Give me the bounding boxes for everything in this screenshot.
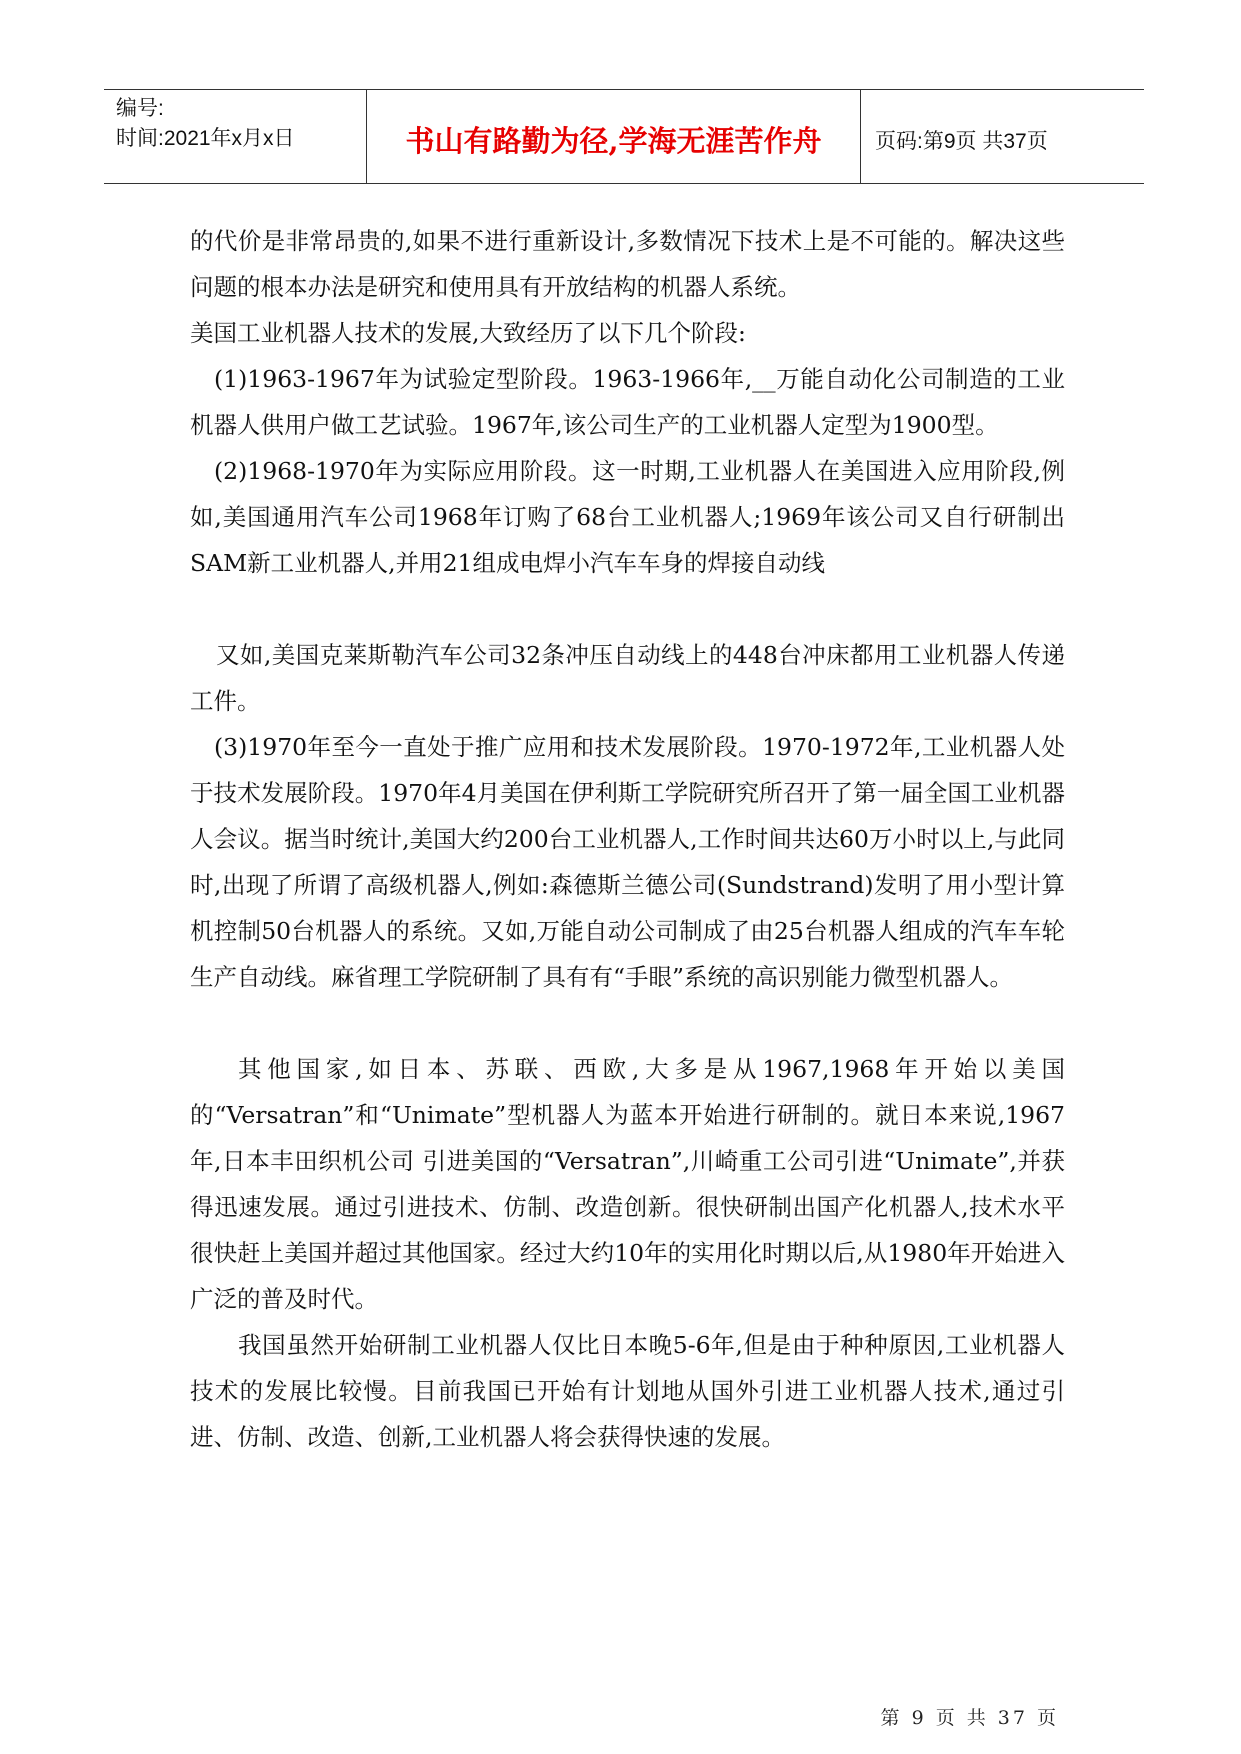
- paragraph: 又如,美国克莱斯勒汽车公司32条冲压自动线上的448台冲床都用工业机器人传递工件。: [190, 641, 1065, 715]
- paragraph: 我国虽然开始研制工业机器人仅比日本晚5-6年,但是由于种种原因,工业机器人技术的发展比较慢。目前我国已开始有计划地从国外引进工业机器人技术,通过引进、仿制、改造、创新,工业机器人将会获得快速的发展。: [190, 1331, 1065, 1451]
- header-meta: [104, 90, 367, 183]
- paragraph: 美国工业机器人技术的发展,大致经历了以下几个阶段:: [190, 319, 746, 347]
- paragraph: (3)1970年至今一直处于推广应用和技术发展阶段。1970-1972年,工业机器人处于技术发展阶段。1970年4月美国在伊利斯工学院研究所召开了第一届全国工业机器人会议。据当时统计,美国大约200台工业机器人,工作时间共达60万小时以上,与此同时,出现了所谓了高级机器人,例如:森德斯兰德公司(Sundstrand)发明了用小型计算机控制50台机器人的系统。又如,万能自动公司制成了由25台机器人组成的汽车车轮生产自动线。麻省理工学院研制了具有有“手眼”系统的高识别能力微型机器人。: [190, 733, 1065, 991]
- paragraph: 其他国家,如日本、苏联、西欧,大多是从1967,1968年开始以美国的“Versatran”和“Unimate”型机器人为蓝本开始进行研制的。就日本来说,1967年,日本丰田织机公司 引进美国的“Versatran”,川崎重工公司引进“Unimate”,并获得迅速发展。通过引进技术、仿制、改造创新。很快研制出国产化机器人,技术水平很快赶上美国并超过其他国家。经过大约10年的实用化时期以后,从1980年开始进入广泛的普及时代。: [190, 1055, 1065, 1313]
- header-page-info: 页码:第9页 共37页: [875, 129, 1048, 153]
- document-body: [190, 218, 1065, 1460]
- paragraph: (2)1968-1970年为实际应用阶段。这一时期,工业机器人在美国进入应用阶段,例如,美国通用汽车公司1968年订购了68台工业机器人;1969年该公司又自行研制出SAM新工业机器人,并用21组成电焊小汽车车身的焊接自动线: [190, 457, 1065, 577]
- paragraph: (1)1963-1967年为试验定型阶段。1963-1966年,__万能自动化公司制造的工业机器人供用户做工艺试验。1967年,该公司生产的工业机器人定型为1900型。: [190, 365, 1065, 439]
- blank-line: [190, 586, 1065, 632]
- header-slogan: 书山有路勤为径,学海无涯苦作舟: [367, 90, 861, 183]
- document-time-label: 时间:2021年x月x日: [116, 127, 295, 150]
- page-header: [104, 89, 1144, 184]
- paragraph: 的代价是非常昂贵的,如果不进行重新设计,多数情况下技术上是不可能的。解决这些问题的根本办法是研究和使用具有开放结构的机器人系统。: [190, 227, 1065, 301]
- document-number-label: 编号:: [116, 97, 164, 120]
- page-footer: 第 9 页 共 37 页: [880, 1707, 1059, 1729]
- blank-line: [190, 1000, 1065, 1046]
